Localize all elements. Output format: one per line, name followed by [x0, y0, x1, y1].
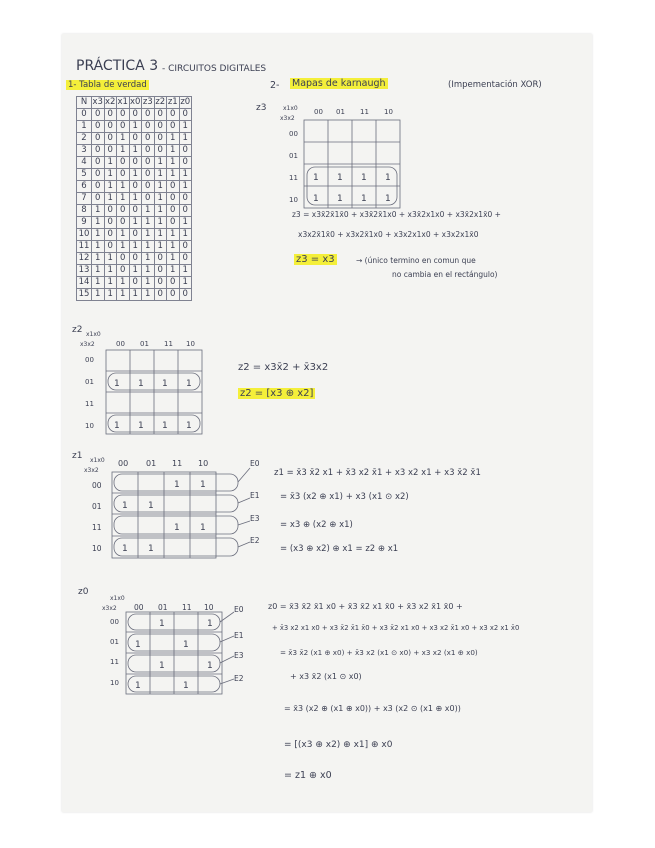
- kmap-z1-one: 1: [174, 480, 180, 490]
- truth-table-cell: 0: [92, 181, 105, 193]
- z0-line4: + x3 x̄2 (x1 ⊙ x0): [290, 672, 362, 681]
- truth-table-cell: 1: [179, 121, 192, 133]
- kmap-corner-side: x3x2: [102, 605, 117, 612]
- truth-table-cell: 0: [77, 109, 92, 121]
- truth-table-cell: 0: [92, 109, 105, 121]
- kmap-row-01: 01: [92, 502, 102, 511]
- truth-table-cell: 0: [117, 121, 130, 133]
- kmap-z1-one: 1: [148, 544, 154, 554]
- kmap-row-11: 11: [85, 400, 94, 408]
- kmap-col-00: 00: [118, 459, 129, 468]
- truth-table-cell: 1: [92, 229, 105, 241]
- kmap-col-00: 00: [314, 108, 323, 116]
- kmap-row-10: 10: [92, 544, 102, 553]
- kmap-z0-one: 1: [159, 661, 165, 671]
- truth-table-cell: 1: [129, 289, 142, 301]
- truth-table-cell: 0: [142, 193, 155, 205]
- z1-line3: = x3 ⊕ (x2 ⊕ x1): [280, 520, 353, 530]
- kmap-row-00: 00: [289, 130, 298, 138]
- truth-table-cell: 0: [142, 121, 155, 133]
- kmap-z3-label: z3: [256, 103, 267, 113]
- kmap-z2-one: 1: [138, 421, 144, 431]
- kmap-col-00: 00: [134, 603, 144, 612]
- kmap-row-11: 11: [92, 523, 102, 532]
- truth-table-cell: 1: [117, 277, 130, 289]
- truth-table-cell: 0: [167, 205, 180, 217]
- kmap-z3-one: 1: [361, 173, 367, 183]
- kmap-z1: [72, 448, 272, 566]
- truth-table-row: [77, 205, 192, 217]
- truth-table-cell: 14: [77, 277, 92, 289]
- truth-table-cell: 1: [142, 265, 155, 277]
- truth-table-cell: 1: [142, 217, 155, 229]
- truth-table-row: [77, 241, 192, 253]
- z1-line4: = (x3 ⊕ x2) ⊕ x1 = z2 ⊕ x1: [280, 544, 399, 554]
- truth-table-cell: 1: [142, 241, 155, 253]
- truth-table-cell: 1: [129, 265, 142, 277]
- truth-table-cell: 0: [179, 205, 192, 217]
- truth-table-cell: 0: [142, 169, 155, 181]
- truth-table-row: [77, 181, 192, 193]
- truth-table-row: [77, 253, 192, 265]
- truth-table-cell: 1: [167, 169, 180, 181]
- truth-table-cell: 1: [129, 217, 142, 229]
- truth-table-cell: 1: [129, 193, 142, 205]
- truth-table-cell: 0: [92, 157, 105, 169]
- kmap-z1-one: 1: [122, 501, 128, 511]
- truth-table-cell: 1: [92, 205, 105, 217]
- truth-table: [76, 96, 192, 301]
- z0-line6: = [(x3 ⊕ x2) ⊕ x1] ⊕ x0: [284, 740, 393, 750]
- truth-table-cell: 1: [154, 241, 167, 253]
- kmap-z1-one: 1: [122, 544, 128, 554]
- kmap-z2-one: 1: [186, 421, 192, 431]
- truth-table-cell: N: [77, 97, 92, 109]
- truth-table-cell: 1: [104, 181, 117, 193]
- truth-table-cell: 0: [154, 133, 167, 145]
- kmap-row-00: 00: [85, 356, 94, 364]
- kmap-z3-one: 1: [385, 194, 391, 204]
- truth-table-cell: 1: [179, 229, 192, 241]
- truth-table-cell: 0: [154, 109, 167, 121]
- z0-line7: = z1 ⊕ x0: [284, 770, 332, 781]
- truth-table-cell: 0: [179, 241, 192, 253]
- kmap-z1-one: 1: [200, 523, 206, 533]
- kmap-row-10: 10: [85, 422, 94, 430]
- truth-table-cell: 0: [129, 277, 142, 289]
- truth-table-row: [77, 277, 192, 289]
- kmap-z3-one: 1: [337, 173, 343, 183]
- truth-table-cell: 1: [142, 277, 155, 289]
- truth-table-cell: x1: [117, 97, 128, 107]
- truth-table-cell: 1: [167, 229, 180, 241]
- kmap-corner-top: x1x0: [90, 457, 105, 464]
- truth-table-cell: 0: [167, 289, 180, 301]
- truth-table-cell: 1: [77, 121, 92, 133]
- kmap-section-note: (Impementación XOR): [448, 80, 542, 90]
- truth-table-cell: 1: [167, 241, 180, 253]
- kmap-corner-side: x3x2: [280, 115, 295, 122]
- kmap-section-title: Mapas de karnaugh: [292, 78, 386, 89]
- truth-table-cell: z1: [167, 97, 178, 107]
- kmap-col-11: 11: [164, 340, 173, 348]
- truth-table-cell: 0: [167, 181, 180, 193]
- kmap-col-10: 10: [204, 603, 214, 612]
- truth-table-cell: 1: [117, 193, 130, 205]
- kmap-z1-loop-e3: E3: [250, 514, 260, 523]
- truth-table-cell: 1: [179, 265, 192, 277]
- kmap-z2-label: z2: [72, 325, 83, 335]
- kmap-z1-one: 1: [174, 523, 180, 533]
- truth-table-cell: 15: [77, 289, 92, 301]
- truth-table-cell: x0: [130, 97, 141, 107]
- truth-table-cell: 0: [142, 157, 155, 169]
- truth-table-row: [77, 121, 192, 133]
- truth-table-cell: 1: [117, 289, 130, 301]
- kmap-z3-one: 1: [361, 194, 367, 204]
- z3-note-line2: no cambia en el rectángulo): [392, 270, 498, 279]
- truth-table-cell: 1: [142, 289, 155, 301]
- truth-table-cell: 1: [117, 229, 130, 241]
- kmap-corner-top: x1x0: [86, 331, 101, 338]
- truth-table-cell: 0: [117, 253, 130, 265]
- truth-table-cell: 0: [179, 289, 192, 301]
- truth-table-row: [77, 193, 192, 205]
- truth-table-cell: 0: [129, 157, 142, 169]
- kmap-z2-one: 1: [114, 421, 120, 431]
- kmap-col-01: 01: [158, 603, 168, 612]
- truth-table-cell: 0: [104, 145, 117, 157]
- kmap-z1-loop-e0: E0: [250, 459, 260, 468]
- truth-table-cell: 0: [117, 169, 130, 181]
- kmap-z0-one: 1: [207, 661, 213, 671]
- truth-table-cell: 1: [179, 217, 192, 229]
- truth-table-cell: 0: [142, 181, 155, 193]
- kmap-col-00: 00: [116, 340, 125, 348]
- kmap-corner-top: x1x0: [283, 105, 298, 112]
- kmap-row-00: 00: [110, 618, 119, 626]
- truth-table-cell: 1: [154, 181, 167, 193]
- truth-table-cell: 0: [104, 229, 117, 241]
- truth-table-cell: 0: [154, 253, 167, 265]
- truth-table-cell: 0: [92, 169, 105, 181]
- kmap-z1-loop-e1: E1: [250, 491, 260, 500]
- kmap-z1-one: 1: [148, 501, 154, 511]
- kmap-col-01: 01: [140, 340, 149, 348]
- z3-expression-line1: z3 = x3x̄2x̄1x̄0 + x3x̄2x̄1x0 + x3x̄2x1x0 + x3x̄2x1x̄0 +: [292, 210, 501, 219]
- kmap-col-11: 11: [182, 603, 192, 612]
- kmap-row-01: 01: [289, 152, 298, 160]
- truth-table-cell: 0: [179, 253, 192, 265]
- truth-table-cell: 1: [167, 133, 180, 145]
- truth-table-cell: 1: [104, 265, 117, 277]
- kmap-corner-side: x3x2: [84, 467, 99, 474]
- kmap-row-01: 01: [110, 638, 119, 646]
- kmap-z1-label: z1: [72, 451, 83, 461]
- truth-table-cell: 1: [179, 181, 192, 193]
- kmap-z0-loop-e3: E3: [234, 651, 244, 660]
- kmap-col-10: 10: [186, 340, 195, 348]
- truth-table-cell: 1: [104, 169, 117, 181]
- truth-table-cell: 0: [104, 217, 117, 229]
- kmap-corner-side: x3x2: [80, 341, 95, 348]
- z2-result: z2 = [x3 ⊕ x2]: [240, 388, 314, 399]
- truth-table-cell: 0: [129, 253, 142, 265]
- truth-table-cell: 8: [77, 205, 92, 217]
- truth-table-cell: 1: [117, 145, 130, 157]
- truth-table-cell: 1: [179, 133, 192, 145]
- truth-table-cell: 1: [179, 277, 192, 289]
- kmap-col-11: 11: [360, 108, 369, 116]
- kmap-row-00: 00: [92, 481, 102, 490]
- z0-line1: z0 = x̄3 x̄2 x̄1 x0 + x̄3 x̄2 x1 x̄0 + x̄3 x2 x̄1 x̄0 +: [268, 602, 463, 611]
- truth-table-cell: 1: [167, 157, 180, 169]
- truth-table-cell: 0: [167, 217, 180, 229]
- kmap-z3-one: 1: [313, 194, 319, 204]
- kmap-row-10: 10: [289, 196, 298, 204]
- truth-table-cell: 1: [154, 229, 167, 241]
- truth-table-cell: 0: [117, 109, 130, 121]
- kmap-z2-one: 1: [162, 379, 168, 389]
- truth-table-row: [77, 109, 192, 121]
- truth-table-cell: 0: [117, 157, 130, 169]
- truth-table-cell: 0: [104, 241, 117, 253]
- truth-table-cell: 1: [104, 253, 117, 265]
- truth-table-cell: 0: [129, 229, 142, 241]
- truth-table-cell: 1: [154, 217, 167, 229]
- kmap-col-10: 10: [198, 459, 209, 468]
- truth-table-cell: 2: [77, 133, 92, 145]
- kmap-z2: [72, 322, 222, 440]
- kmap-z2-one: 1: [186, 379, 192, 389]
- kmap-col-11: 11: [172, 459, 183, 468]
- kmap-col-01: 01: [336, 108, 345, 116]
- truth-table-cell: 3: [77, 145, 92, 157]
- truth-table-cell: 0: [179, 193, 192, 205]
- truth-table-cell: 1: [129, 241, 142, 253]
- truth-table-row: [77, 289, 192, 301]
- kmap-z0-one: 1: [135, 681, 141, 691]
- kmap-z2-one: 1: [138, 379, 144, 389]
- kmap-row-11: 11: [289, 174, 298, 182]
- truth-table-cell: 0: [179, 145, 192, 157]
- kmap-z3-one: 1: [337, 194, 343, 204]
- truth-table-cell: 0: [142, 109, 155, 121]
- truth-table-cell: 0: [129, 133, 142, 145]
- truth-table-cell: 1: [142, 253, 155, 265]
- truth-table-cell: 12: [77, 253, 92, 265]
- truth-table-cell: 0: [92, 145, 105, 157]
- kmap-z0-loop-e1: E1: [234, 631, 244, 640]
- kmap-z2-one: 1: [114, 379, 120, 389]
- truth-table-cell: z0: [180, 97, 191, 107]
- truth-table-cell: 0: [129, 205, 142, 217]
- truth-table-cell: 1: [129, 121, 142, 133]
- z3-expression-line2: x3x2x̄1x̄0 + x3x2x̄1x0 + x3x2x1x0 + x3x2x1x̄0: [298, 230, 479, 239]
- truth-table-cell: 1: [92, 265, 105, 277]
- truth-table-cell: 1: [104, 289, 117, 301]
- truth-table-cell: 0: [154, 277, 167, 289]
- truth-table-cell: 1: [92, 241, 105, 253]
- truth-table-cell: 0: [167, 109, 180, 121]
- truth-table-cell: 1: [167, 145, 180, 157]
- truth-table-cell: 0: [129, 109, 142, 121]
- truth-table-cell: 0: [129, 181, 142, 193]
- truth-table-cell: 1: [167, 265, 180, 277]
- truth-table-cell: z2: [155, 97, 166, 107]
- truth-table-cell: 0: [104, 133, 117, 145]
- truth-table-cell: 10: [77, 229, 92, 241]
- truth-table-cell: 4: [77, 157, 92, 169]
- kmap-z0-one: 1: [159, 619, 165, 629]
- kmap-z0-one: 1: [135, 640, 141, 650]
- z0-line2: + x̄3 x2 x1 x0 + x3 x̄2 x̄1 x̄0 + x3 x̄2 x1 x0 + x3 x2 x̄1 x0 + x3 x2 x1 x̄0: [272, 624, 520, 632]
- truth-table-cell: x2: [105, 97, 116, 107]
- truth-table-title: 1- Tabla de verdad: [68, 80, 147, 90]
- truth-table-cell: 0: [104, 121, 117, 133]
- kmap-z0: [70, 584, 270, 706]
- truth-table-cell: 1: [129, 145, 142, 157]
- truth-table-cell: 1: [167, 253, 180, 265]
- kmap-z0-one: 1: [183, 681, 189, 691]
- truth-table-cell: 0: [179, 109, 192, 121]
- z3-result: z3 = x3: [296, 254, 335, 265]
- truth-table-cell: 1: [154, 169, 167, 181]
- kmap-z1-loop-e2: E2: [250, 536, 260, 545]
- truth-table-cell: 0: [167, 277, 180, 289]
- truth-table-cell: 0: [167, 193, 180, 205]
- kmap-row-01: 01: [85, 378, 94, 386]
- z2-expression: z2 = x3x̄2 + x̄3x2: [238, 362, 329, 373]
- truth-table-cell: 0: [154, 121, 167, 133]
- kmap-z0-label: z0: [78, 587, 89, 597]
- kmap-z1-one: 1: [200, 480, 206, 490]
- kmap-corner-top: x1x0: [110, 595, 125, 602]
- truth-table-row: [77, 145, 192, 157]
- truth-table-cell: 13: [77, 265, 92, 277]
- kmap-col-10: 10: [384, 108, 393, 116]
- page-title: PRÁCTICA 3: [76, 58, 159, 74]
- kmap-z3: [256, 100, 416, 215]
- truth-table-header-row: [77, 97, 192, 109]
- page-subtitle: - CIRCUITOS DIGITALES: [162, 64, 267, 74]
- truth-table-cell: 0: [117, 217, 130, 229]
- truth-table-cell: 1: [129, 169, 142, 181]
- truth-table-cell: 0: [179, 157, 192, 169]
- truth-table-cell: 1: [92, 289, 105, 301]
- truth-table-cell: 0: [154, 265, 167, 277]
- kmap-z3-one: 1: [385, 173, 391, 183]
- kmap-z2-one: 1: [162, 421, 168, 431]
- truth-table-cell: 1: [154, 193, 167, 205]
- truth-table-cell: 0: [92, 193, 105, 205]
- kmap-z0-one: 1: [183, 640, 189, 650]
- truth-table-row: [77, 133, 192, 145]
- truth-table-cell: 9: [77, 217, 92, 229]
- truth-table-cell: 1: [154, 205, 167, 217]
- truth-table-cell: 1: [92, 277, 105, 289]
- truth-table-cell: 0: [92, 121, 105, 133]
- z3-note-line1: → (único termino en comun que: [356, 256, 476, 265]
- truth-table-row: [77, 217, 192, 229]
- truth-table-cell: 11: [77, 241, 92, 253]
- kmap-z0-loop-e0: E0: [234, 605, 244, 614]
- truth-table-cell: 7: [77, 193, 92, 205]
- truth-table-cell: 1: [92, 217, 105, 229]
- truth-table-cell: 0: [104, 109, 117, 121]
- truth-table-cell: 5: [77, 169, 92, 181]
- truth-table-cell: 1: [104, 193, 117, 205]
- kmap-section-number: 2-: [270, 80, 280, 91]
- truth-table-cell: 1: [142, 205, 155, 217]
- z0-line3: = x̄3 x̄2 (x1 ⊕ x0) + x̄3 x2 (x1 ⊙ x0) + x3 x2 (x1 ⊕ x0): [280, 648, 478, 657]
- z1-line2: = x̄3 (x2 ⊕ x1) + x3 (x1 ⊙ x2): [280, 492, 409, 502]
- truth-table-grid: [76, 96, 192, 301]
- z1-line1: z1 = x̄3 x̄2 x1 + x̄3 x2 x̄1 + x3 x2 x1 + x3 x̄2 x̄1: [274, 468, 481, 478]
- truth-table-cell: 0: [154, 289, 167, 301]
- truth-table-cell: 6: [77, 181, 92, 193]
- truth-table-cell: 1: [117, 133, 130, 145]
- truth-table-cell: x3: [92, 97, 103, 107]
- truth-table-cell: 1: [154, 157, 167, 169]
- kmap-row-11: 11: [110, 658, 119, 666]
- truth-table-row: [77, 169, 192, 181]
- truth-table-cell: 1: [179, 169, 192, 181]
- kmap-z3-one: 1: [313, 173, 319, 183]
- truth-table-cell: 0: [154, 145, 167, 157]
- z0-line5: = x̄3 (x2 ⊕ (x1 ⊕ x0)) + x3 (x2 ⊙ (x1 ⊕ x0)): [284, 704, 461, 713]
- truth-table-cell: 0: [104, 205, 117, 217]
- kmap-col-01: 01: [146, 459, 157, 468]
- truth-table-cell: 1: [117, 241, 130, 253]
- truth-table-cell: 1: [142, 229, 155, 241]
- truth-table-cell: 0: [142, 145, 155, 157]
- truth-table-cell: 1: [104, 277, 117, 289]
- truth-table-cell: z3: [142, 97, 153, 107]
- kmap-row-10: 10: [110, 679, 119, 687]
- truth-table-cell: 0: [117, 265, 130, 277]
- truth-table-cell: 0: [117, 205, 130, 217]
- truth-table-cell: 0: [142, 133, 155, 145]
- kmap-z0-loop-e2: E2: [234, 674, 244, 683]
- truth-table-row: [77, 229, 192, 241]
- truth-table-row: [77, 265, 192, 277]
- truth-table-cell: 1: [117, 181, 130, 193]
- truth-table-row: [77, 157, 192, 169]
- truth-table-cell: 0: [92, 133, 105, 145]
- truth-table-cell: 1: [104, 157, 117, 169]
- truth-table-cell: 0: [167, 121, 180, 133]
- kmap-z0-one: 1: [207, 619, 213, 629]
- truth-table-cell: 1: [92, 253, 105, 265]
